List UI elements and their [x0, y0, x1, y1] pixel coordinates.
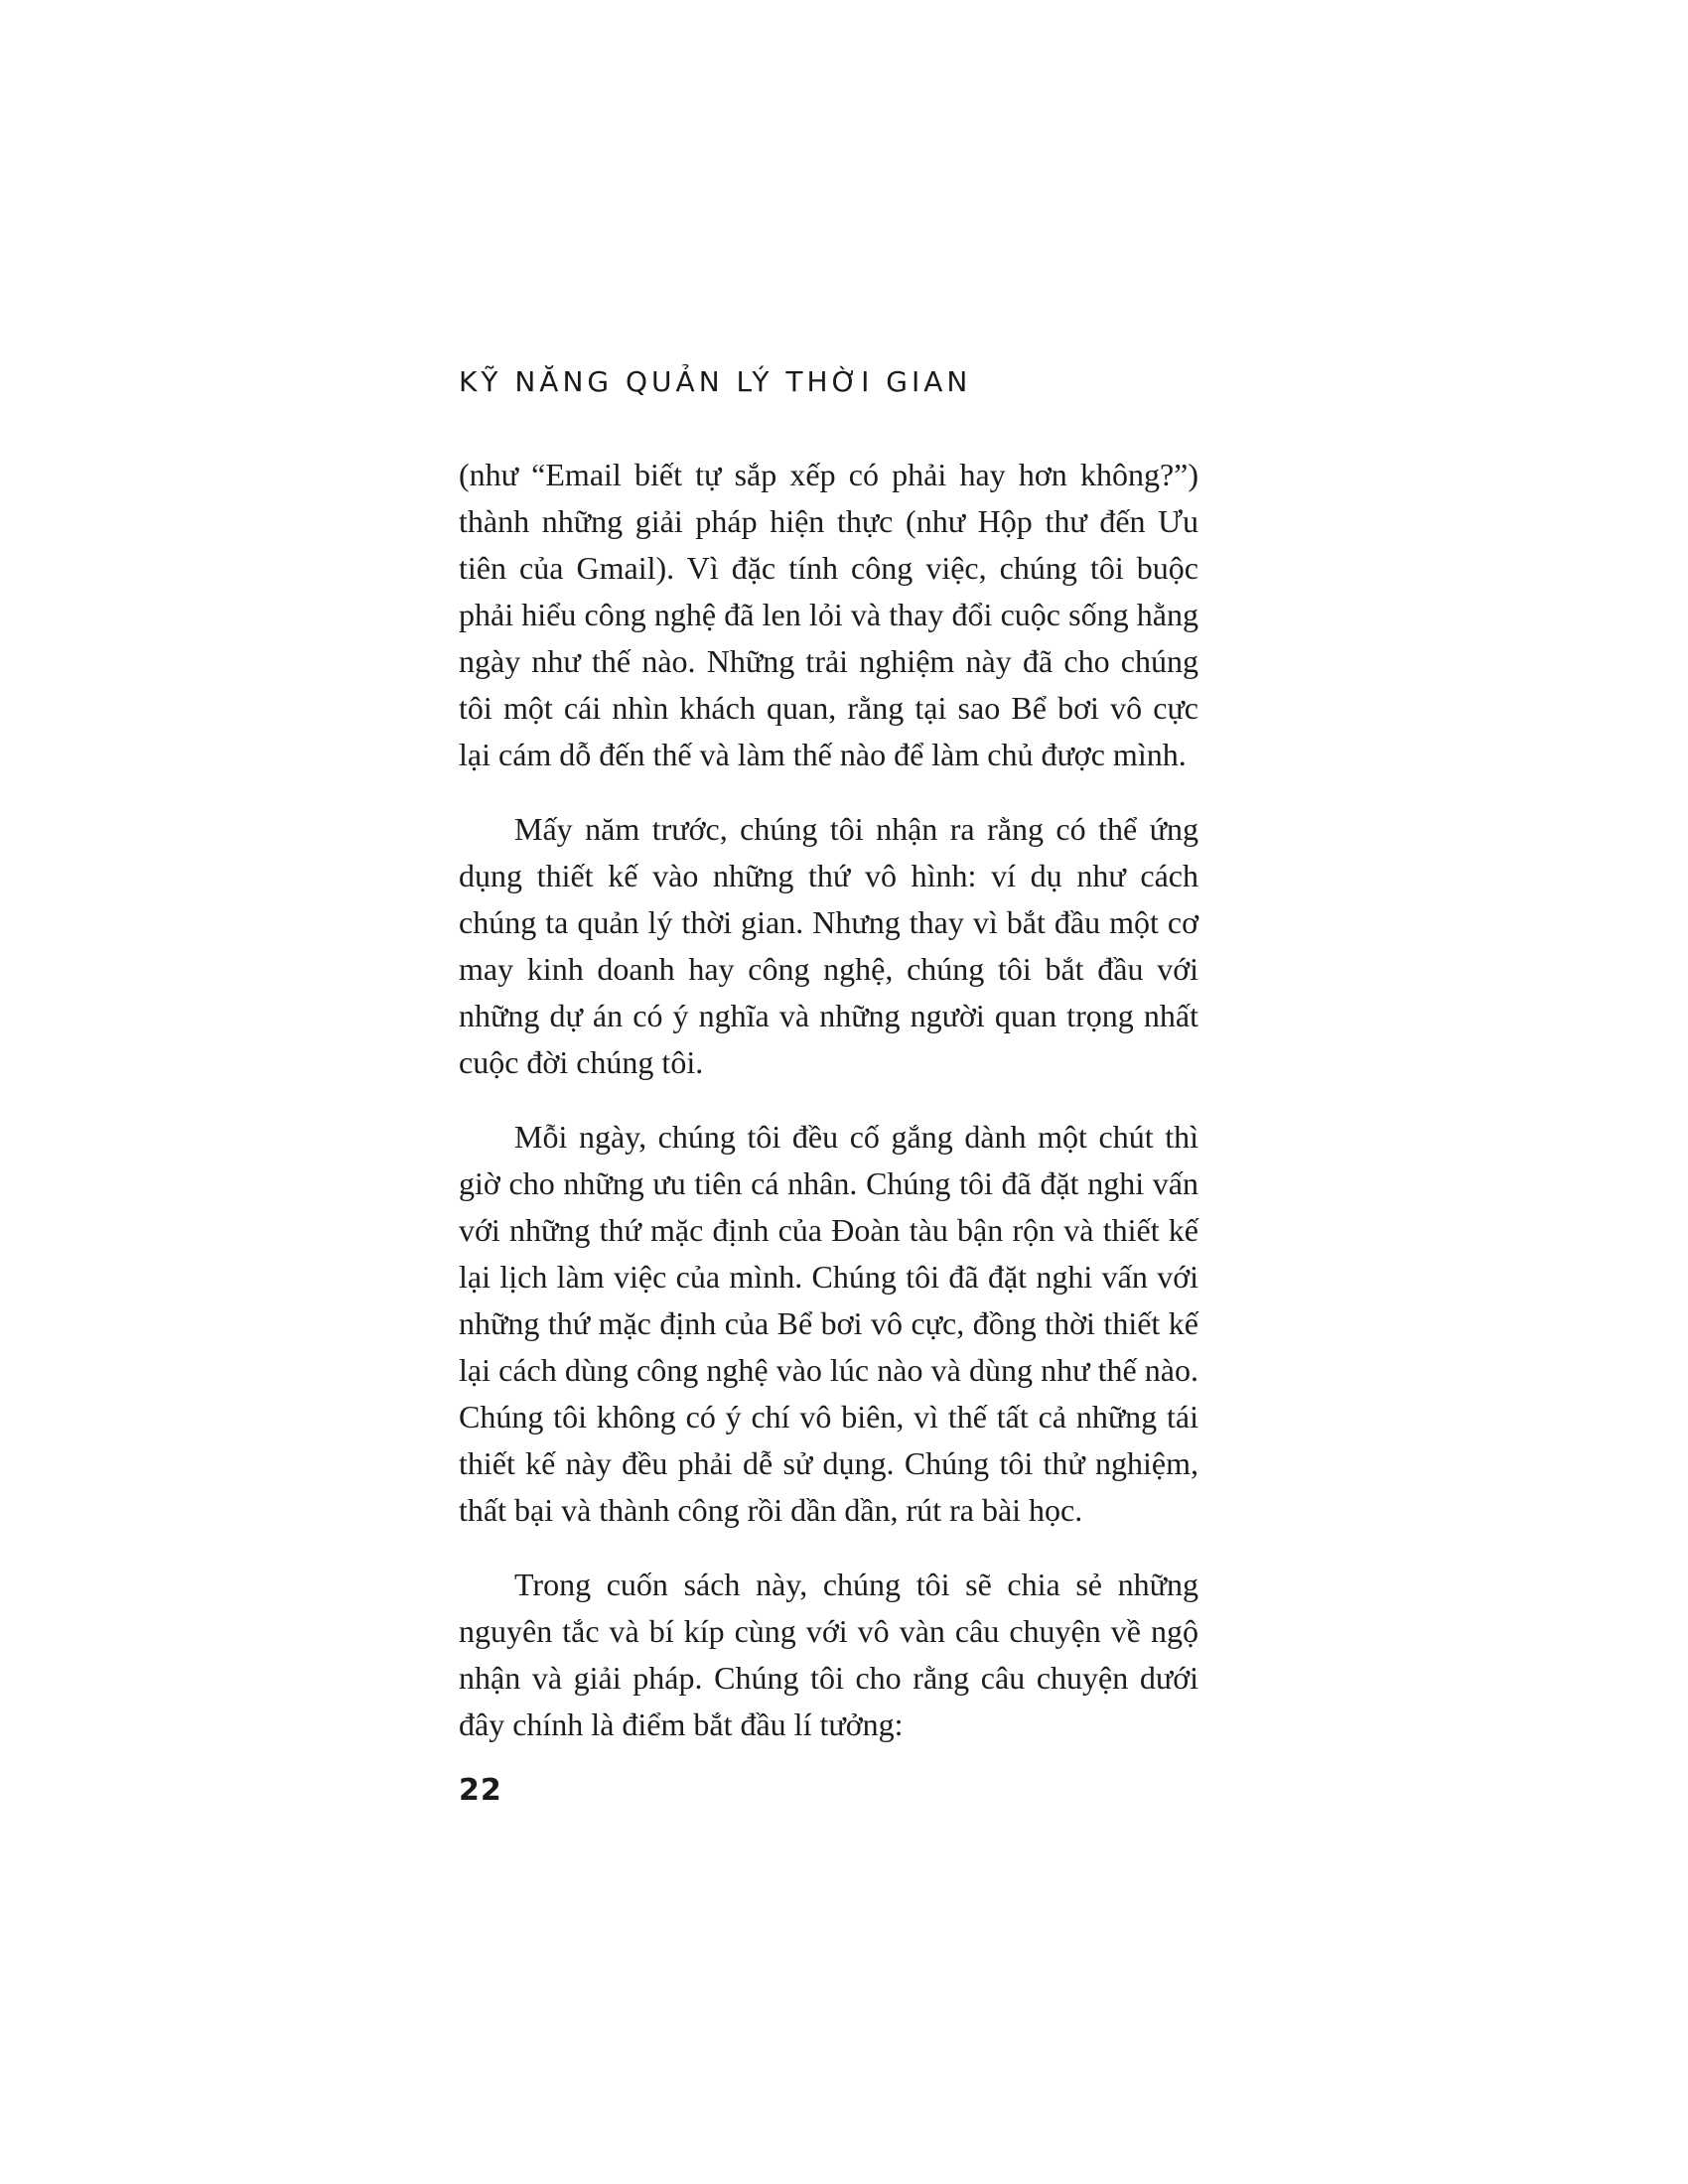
body-text: [459, 452, 1198, 1776]
paragraph: Mỗi ngày, chúng tôi đều cố gắng dành một chút thì giờ cho những ưu tiên cá nhân. Chúng tôi đã đặt nghi vấn với những thứ mặc định của Đoàn tàu bận rộn và thiết kế lại lịch làm việc của mình. Chúng tôi đã đặt nghi vấn với những thứ mặc định của Bể bơi vô cực, đồng thời thiết kế lại cách dùng công nghệ vào lúc nào và dùng như thế nào. Chúng tôi không có ý chí vô biên, vì thế tất cả những tái thiết kế này đều phải dễ sử dụng. Chúng tôi thử nghiệm, thất bại và thành công rồi dần dần, rút ra bài học.: [459, 1119, 1198, 1528]
paragraph: Trong cuốn sách này, chúng tôi sẽ chia sẻ những nguyên tắc và bí kíp cùng với vô vàn câu chuyện về ngộ nhận và giải pháp. Chúng tôi cho rằng câu chuyện dưới đây chính là điểm bắt đầu lí tưởng:: [459, 1567, 1198, 1742]
paragraph-continuation: (như “Email biết tự sắp xếp có phải hay hơn không?”) thành những giải pháp hiện thực (như Hộp thư đến Ưu tiên của Gmail). Vì đặc tính công việc, chúng tôi buộc phải hiểu công nghệ đã len lỏi và thay đổi cuộc sống hằng ngày như thế nào. Những trải nghiệm này đã cho chúng tôi một cái nhìn khách quan, rằng tại sao Bể bơi vô cực lại cám dỗ đến thế và làm thế nào để làm chủ được mình.: [459, 457, 1198, 772]
page-number: 22: [459, 1773, 502, 1808]
running-header: KỸ NĂNG QUẢN LÝ THỜI GIAN: [459, 365, 972, 398]
paragraph: Mấy năm trước, chúng tôi nhận ra rằng có thể ứng dụng thiết kế vào những thứ vô hình: ví dụ như cách chúng ta quản lý thời gian. Nhưng thay vì bắt đầu một cơ may kinh doanh hay công nghệ, chúng tôi bắt đầu với những dự án có ý nghĩa và những người quan trọng nhất cuộc đời chúng tôi.: [459, 811, 1198, 1080]
